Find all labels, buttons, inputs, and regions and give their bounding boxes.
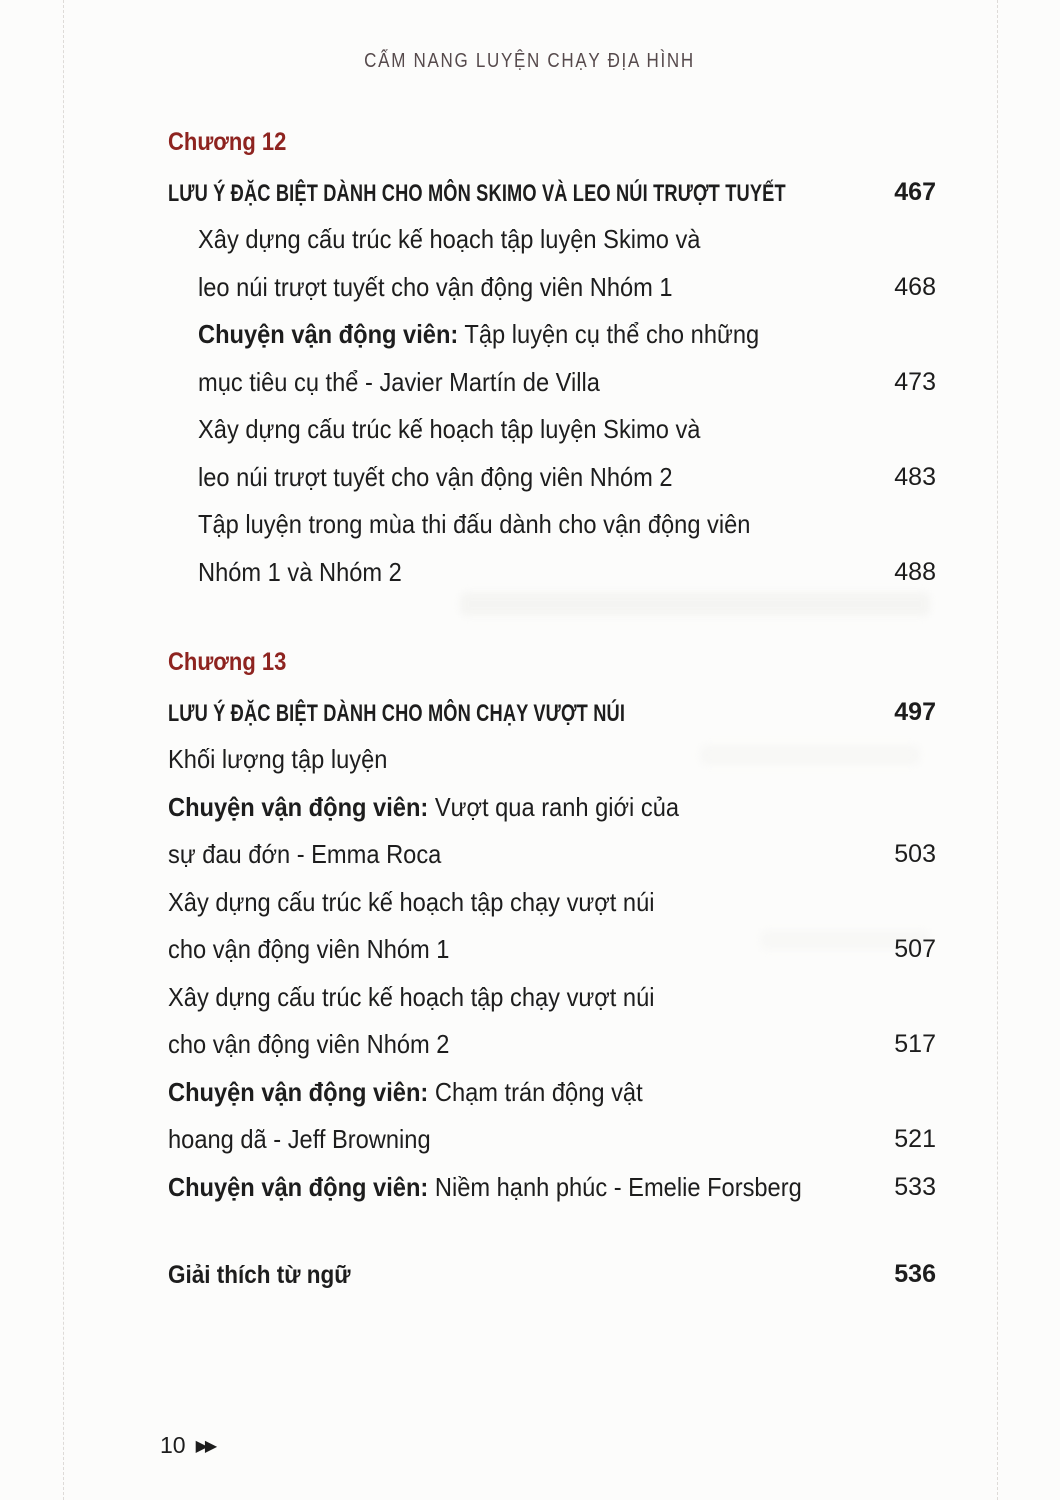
page-footer [160, 1425, 214, 1465]
entry-page-number: 488 [894, 557, 936, 586]
page-outer-edge [997, 0, 998, 1500]
entry-text: Xây dựng cấu trúc kế hoạch tập luyện Skimo và [198, 224, 701, 254]
back-matter-title: Giải thích từ ngữ [168, 1261, 351, 1289]
page-gutter-edge [63, 0, 64, 1500]
next-page-arrows-icon: ▶▶ [195, 1438, 215, 1455]
toc-entry-line [168, 974, 936, 1022]
toc-entry-line [168, 1069, 936, 1117]
toc-entry-line [168, 454, 936, 502]
entry-text: Xây dựng cấu trúc kế hoạch tập chạy vượt núi [168, 886, 655, 917]
entry-bold-prefix: Chuyện vận động viên: [198, 319, 459, 349]
entry-text: Nhóm 1 và Nhóm 2 [198, 556, 402, 587]
toc-entry-line [168, 549, 936, 597]
entry-text: Niềm hạnh phúc - Emelie Forsberg [428, 1171, 802, 1202]
back-matter-page-number: 536 [894, 1260, 936, 1288]
toc-entry-line [168, 879, 936, 927]
entry-bold-prefix: Chuyện vận động viên: [168, 791, 429, 822]
entry-text: Vượt qua ranh giới của [428, 791, 680, 822]
entry-text: hoang dã - Jeff Browning [168, 1124, 431, 1154]
entry-page-number: 483 [894, 462, 936, 491]
chapter-page-number: 497 [894, 698, 936, 726]
entry-text: cho vận động viên Nhóm 1 [168, 934, 450, 964]
toc-entry-line [168, 784, 936, 832]
toc-entry-line [168, 736, 936, 784]
chapter-title: LƯU Ý ĐẶC BIỆT DÀNH CHO MÔN SKIMO VÀ LEO NÚI TRƯỢT TUYẾT [168, 180, 786, 207]
entry-text: Xây dựng cấu trúc kế hoạch tập luyện Skimo và [198, 414, 701, 444]
entry-bold-prefix: Chuyện vận động viên: [168, 1171, 429, 1202]
chapter-label: Chương 12 [168, 128, 287, 156]
entry-page-number: 473 [894, 367, 936, 396]
chapter-title-row [168, 690, 936, 734]
entry-text: Tập luyện trong mùa thi đấu dành cho vận động viên [198, 509, 751, 539]
toc-entry-line [168, 831, 936, 879]
chapter-title-row [168, 170, 936, 214]
running-header-text: CẨM NANG LUYỆN CHẠY ĐỊA HÌNH [364, 50, 696, 72]
entry-page-number: 503 [894, 840, 936, 868]
toc-entry-line [168, 406, 936, 454]
chapter-entries [168, 736, 936, 1211]
entry-text: cho vận động viên Nhóm 2 [168, 1029, 450, 1059]
entry-text: Chạm trán động vật [428, 1076, 643, 1107]
entry-page-number: 521 [894, 1125, 936, 1153]
entry-text: Xây dựng cấu trúc kế hoạch tập chạy vượt núi [168, 981, 655, 1012]
toc-entry-line [168, 359, 936, 407]
entry-page-number: 517 [894, 1030, 936, 1058]
toc-entry-line [168, 264, 936, 312]
toc-entry-line [168, 216, 936, 264]
toc-entry-line [168, 1116, 936, 1164]
entry-page-number: 507 [894, 935, 936, 963]
entry-page-number: 533 [894, 1172, 936, 1201]
toc-entry-line [168, 1164, 936, 1212]
toc-entry-line [168, 311, 936, 359]
back-matter-row [168, 1252, 936, 1296]
toc-entry-line [168, 926, 936, 974]
chapter-entries [168, 216, 936, 596]
entry-text: leo núi trượt tuyết cho vận động viên Nhóm 1 [198, 271, 673, 302]
entry-text: leo núi trượt tuyết cho vận động viên Nhóm 2 [198, 461, 673, 492]
entry-text: Tập luyện cụ thể cho những [458, 319, 760, 349]
toc-entry-line [168, 1021, 936, 1069]
chapter-title: LƯU Ý ĐẶC BIỆT DÀNH CHO MÔN CHẠY VƯỢT NÚI [168, 700, 626, 727]
running-header [0, 50, 1060, 73]
toc-entry-line [168, 501, 936, 549]
chapter-page-number: 467 [894, 178, 936, 206]
entry-bold-prefix: Chuyện vận động viên: [168, 1076, 429, 1107]
entry-text: Khối lượng tập luyện [168, 744, 388, 774]
entry-text: mục tiêu cụ thể - Javier Martín de Villa [198, 366, 600, 397]
folio-page-number: 10 [160, 1432, 186, 1458]
entry-text: sự đau đớn - Emma Roca [168, 839, 442, 869]
chapter-label: Chương 13 [168, 648, 287, 676]
entry-page-number: 468 [894, 272, 936, 301]
